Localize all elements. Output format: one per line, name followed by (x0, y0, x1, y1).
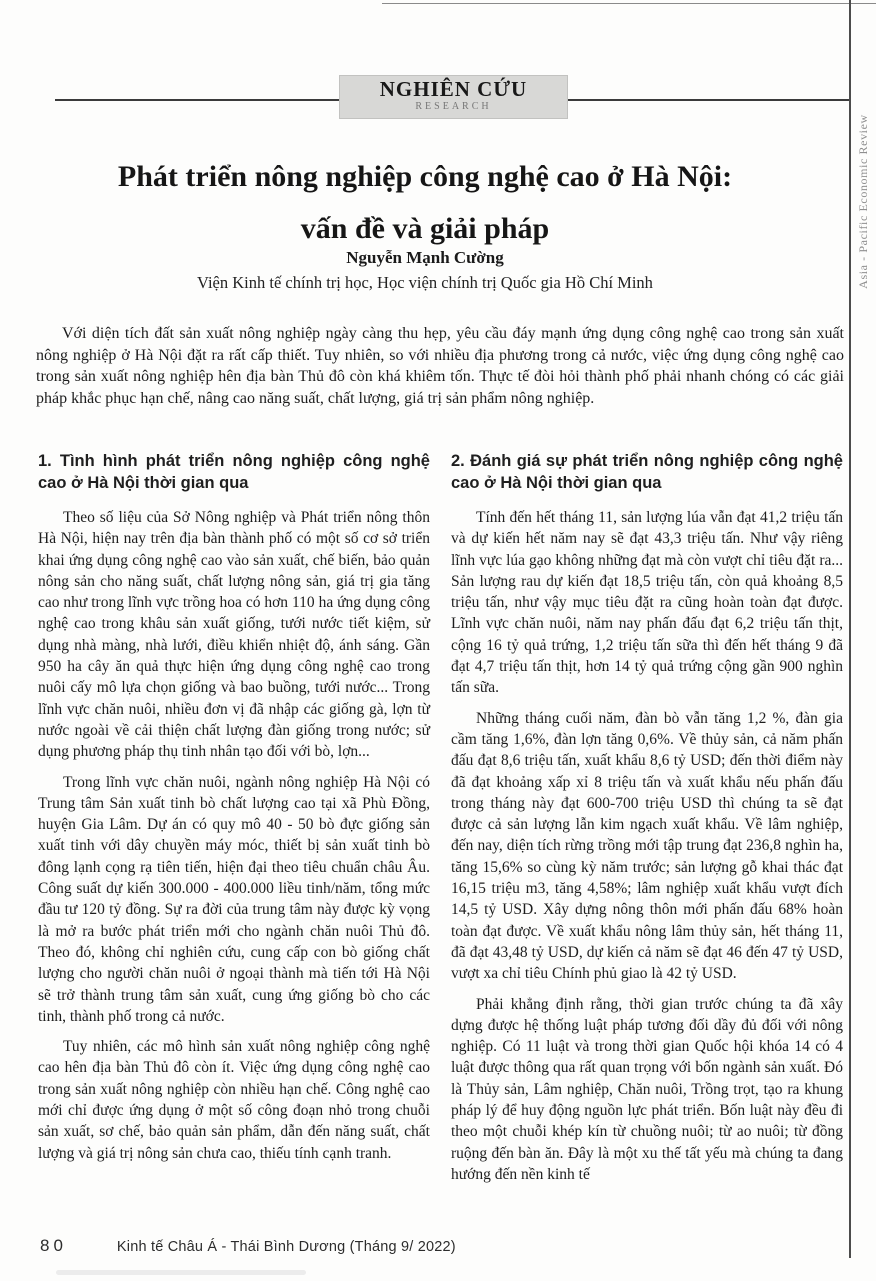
category-box (339, 75, 568, 119)
section-2-paragraph-2: Những tháng cuối năm, đàn bò vẫn tăng 1,2 %, đàn gia cầm tăng 1,6%, đàn lợn tăng 0,6%. Về thủy sản, cả năm phấn đấu đạt 8,6 triệu tấn, xuất khẩu 8,6 tỷ USD; đến thời điểm này đã đạt khoảng xấp xỉ 8 triệu tấn và xuất khẩu nếu phấn đấu trong tháng này đạt 600-700 triệu USD thì chúng ta sẽ đạt được cả sản lượng lẫn kim ngạch xuất khẩu. Về lâm nghiệp, đến nay, diện tích rừng trồng mới tập trung đạt 236,8 nghìn ha, tăng 15,6% so cùng kỳ năm trước; sản lượng gỗ khai thác đạt 16,15 triệu m3, tăng 4,58%; lâm nghiệp xuất khẩu vượt đích 14,5 tỷ USD. Xây dựng nông thôn mới phấn đấu 68% hoàn toàn đạt được. Về xuất khẩu nông lâm thủy sản, hết tháng 11, đã đạt 43,48 tỷ USD, dự kiến cả năm sẽ đạt 46 đến 47 tỷ USD, vượt xa chỉ tiêu Chính phủ giao là 42 tỷ USD. (451, 709, 843, 983)
title-line-1: Phát triển nông nghiệp công nghệ cao ở Hà Nội: (117, 160, 733, 194)
author-affiliation: Viện Kinh tế chính trị học, Học viện chính trị Quốc gia Hồ Chí Minh (197, 273, 653, 292)
scan-top-edge-line (382, 3, 876, 4)
section-1-paragraph-1: Theo số liệu của Sở Nông nghiệp và Phát triển nông thôn Hà Nội, hiện nay trên địa bàn thành phố có một số cơ sở triển khai ứng dụng công nghệ cao vào sản xuất, chế biến, bảo quản nông sản cho năng suất, chất lượng nông sản, giá trị gia tăng cao như trong lĩnh vực trồng hoa có hơn 110 ha ứng dụng công nghệ cao trong khâu sản xuất giống, tưới nước tiết kiệm, sử dụng nhà màng, nhà lưới, điều khiển nhiệt độ, ánh sáng. Gần 950 ha cây ăn quả thực hiện ứng dụng công nghệ cao trong nuôi cấy mô lựa chọn giống và bao buồng, tưới nước... Trong lĩnh vực chăn nuôi, nhiều đơn vị đã nhập các giống gà, lợn từ nước ngoài về cải thiện chất lượng đàn giống trong nước; sử dụng phương pháp thụ tinh nhân tạo đối với bò, lợn... (38, 509, 430, 761)
section-1-paragraph-2: Trong lĩnh vực chăn nuôi, ngành nông nghiệp Hà Nội có Trung tâm Sản xuất tinh bò chất lượng cao tại xã Phù Đồng, huyện Gia Lâm. Dự án có quy mô 40 - 50 bò đực giống sản xuất tinh với dây chuyền máy móc, thiết bị sản xuất tinh bò đông lạnh cọng rạ tiên tiến, hiện đại theo tiêu chuẩn châu Âu. Công suất dự kiến 300.000 - 400.000 liều tinh/năm, tổng mức đầu tư 120 tỷ đồng. Sự ra đời của trung tâm này được kỳ vọng là mở ra bước phát triển mới cho ngành chăn nuôi Thủ đô. Theo đó, không chỉ nghiên cứu, cung cấp con bò giống chất lượng cho người chăn nuôi ở ngoại thành mà tiến tới Hà Nội sẽ trở thành trung tâm sản xuất, cung ứng giống bò cho các tinh, thành phố trong cả nước. (38, 773, 430, 1025)
journal-side-banner (851, 98, 876, 304)
article-title (13, 151, 837, 255)
section-1-heading: 1. Tình hình phát triển nông nghiệp công nghệ cao ở Hà Nội thời gian qua (38, 452, 430, 492)
page-footer (40, 1236, 800, 1256)
section-2-heading: 2. Đánh giá sự phát triển nông nghiệp công nghệ cao ở Hà Nội thời gian qua (451, 452, 843, 492)
page-number: 80 (40, 1236, 67, 1255)
left-column-section-1 (38, 450, 430, 1194)
header-band (0, 75, 876, 119)
title-line-2: vấn đề và giải pháp (300, 212, 550, 246)
section-1-paragraph-3: Tuy nhiên, các mô hình sản xuất nông nghiệp công nghệ cao hên địa bàn Thủ đô còn ít. Việc ứng dụng công nghệ cao trong sản xuất nông nghiệp còn nhiều hạn chế. Công nghệ cao mới chỉ được ứng dụng ở một số công đoạn nhỏ trong chuỗi sản xuất, sơ chế, bảo quản sản phẩm, dẫn đến năng suất, chất lượng và giá trị nông sản chưa cao, thiếu tính cạnh tranh. (38, 1038, 430, 1162)
right-column-section-2 (451, 450, 843, 1194)
section-2-paragraph-1: Tính đến hết tháng 11, sản lượng lúa vẫn đạt 41,2 triệu tấn và dự kiến hết năm nay sẽ đạt 43,3 triệu tấn. Như vậy riêng lĩnh vực lúa gạo không những đạt mà còn vượt chỉ tiêu đặt ra... Sản lượng rau dự kiến đạt 18,5 triệu tấn, còn quả khoảng 8,5 triệu tấn, như vậy mục tiêu đặt ra cũng hoàn toàn đạt được. Lĩnh vực chăn nuôi, năm nay phấn đấu đạt 6,2 triệu tấn thịt, cộng 16 tỷ quả trứng, 1,2 triệu tấn sữa thì đến hết tháng 9 đã đạt 4,7 triệu tấn thịt, hơn 14 tỷ quả trứng cộng gần 900 nghìn tấn sữa. (451, 509, 843, 697)
abstract-paragraph: Với diện tích đất sản xuất nông nghiệp ngày càng thu hẹp, yêu cầu đáy mạnh ứng dụng công nghệ cao trong sản xuất nông nghiệp ở Hà Nội đặt ra rất cấp thiết. Tuy nhiên, so với nhiều địa phương trong cả nước, việc ứng dụng công nghệ cao trong sản xuất nông nghiệp hên địa bàn Thủ đô còn khá khiêm tốn. Thực tế đòi hỏi thành phố phải nhanh chóng có các giải pháp khắc phục hạn chế, nâng cao năng suất, chất lượng, giá trị sản phẩm nông nghiệp. (36, 325, 844, 407)
category-label: NGHIÊN CỨU (379, 77, 528, 101)
section-2-paragraph-3: Phải khẳng định rằng, thời gian trước chúng ta đã xây dựng được hệ thống luật pháp tương đối dầy đủ đối với nông nghiệp. Có 11 luật và trong thời gian Quốc hội khóa 14 có 4 luật được thông qua rất quan trọng với bốn ngành sản xuất. Đó là Thủy sản, Lâm nghiệp, Chăn nuôi, Trồng trọt, tạo ra khung pháp lý để huy động nguồn lực phát triển. Bốn luật này đều đi theo một chuỗi khép kín từ chuồng nuôi; từ ao nuôi; từ đồng ruộng đến bàn ăn. Đây là một xu thế tất yếu mà chúng ta đang hướng đến nền kinh tế (451, 995, 843, 1183)
author-name: Nguyễn Mạnh Cường (346, 248, 504, 267)
body-columns (38, 450, 844, 1194)
scan-bottom-smudge (56, 1270, 306, 1275)
journal-side-text: Asia - Pacific Economic Review (856, 113, 870, 289)
journal-footer-title: Kinh tế Châu Á - Thái Bình Dương (Tháng 9/ 2022) (116, 1239, 456, 1255)
category-sublabel: RESEARCH (415, 101, 492, 112)
